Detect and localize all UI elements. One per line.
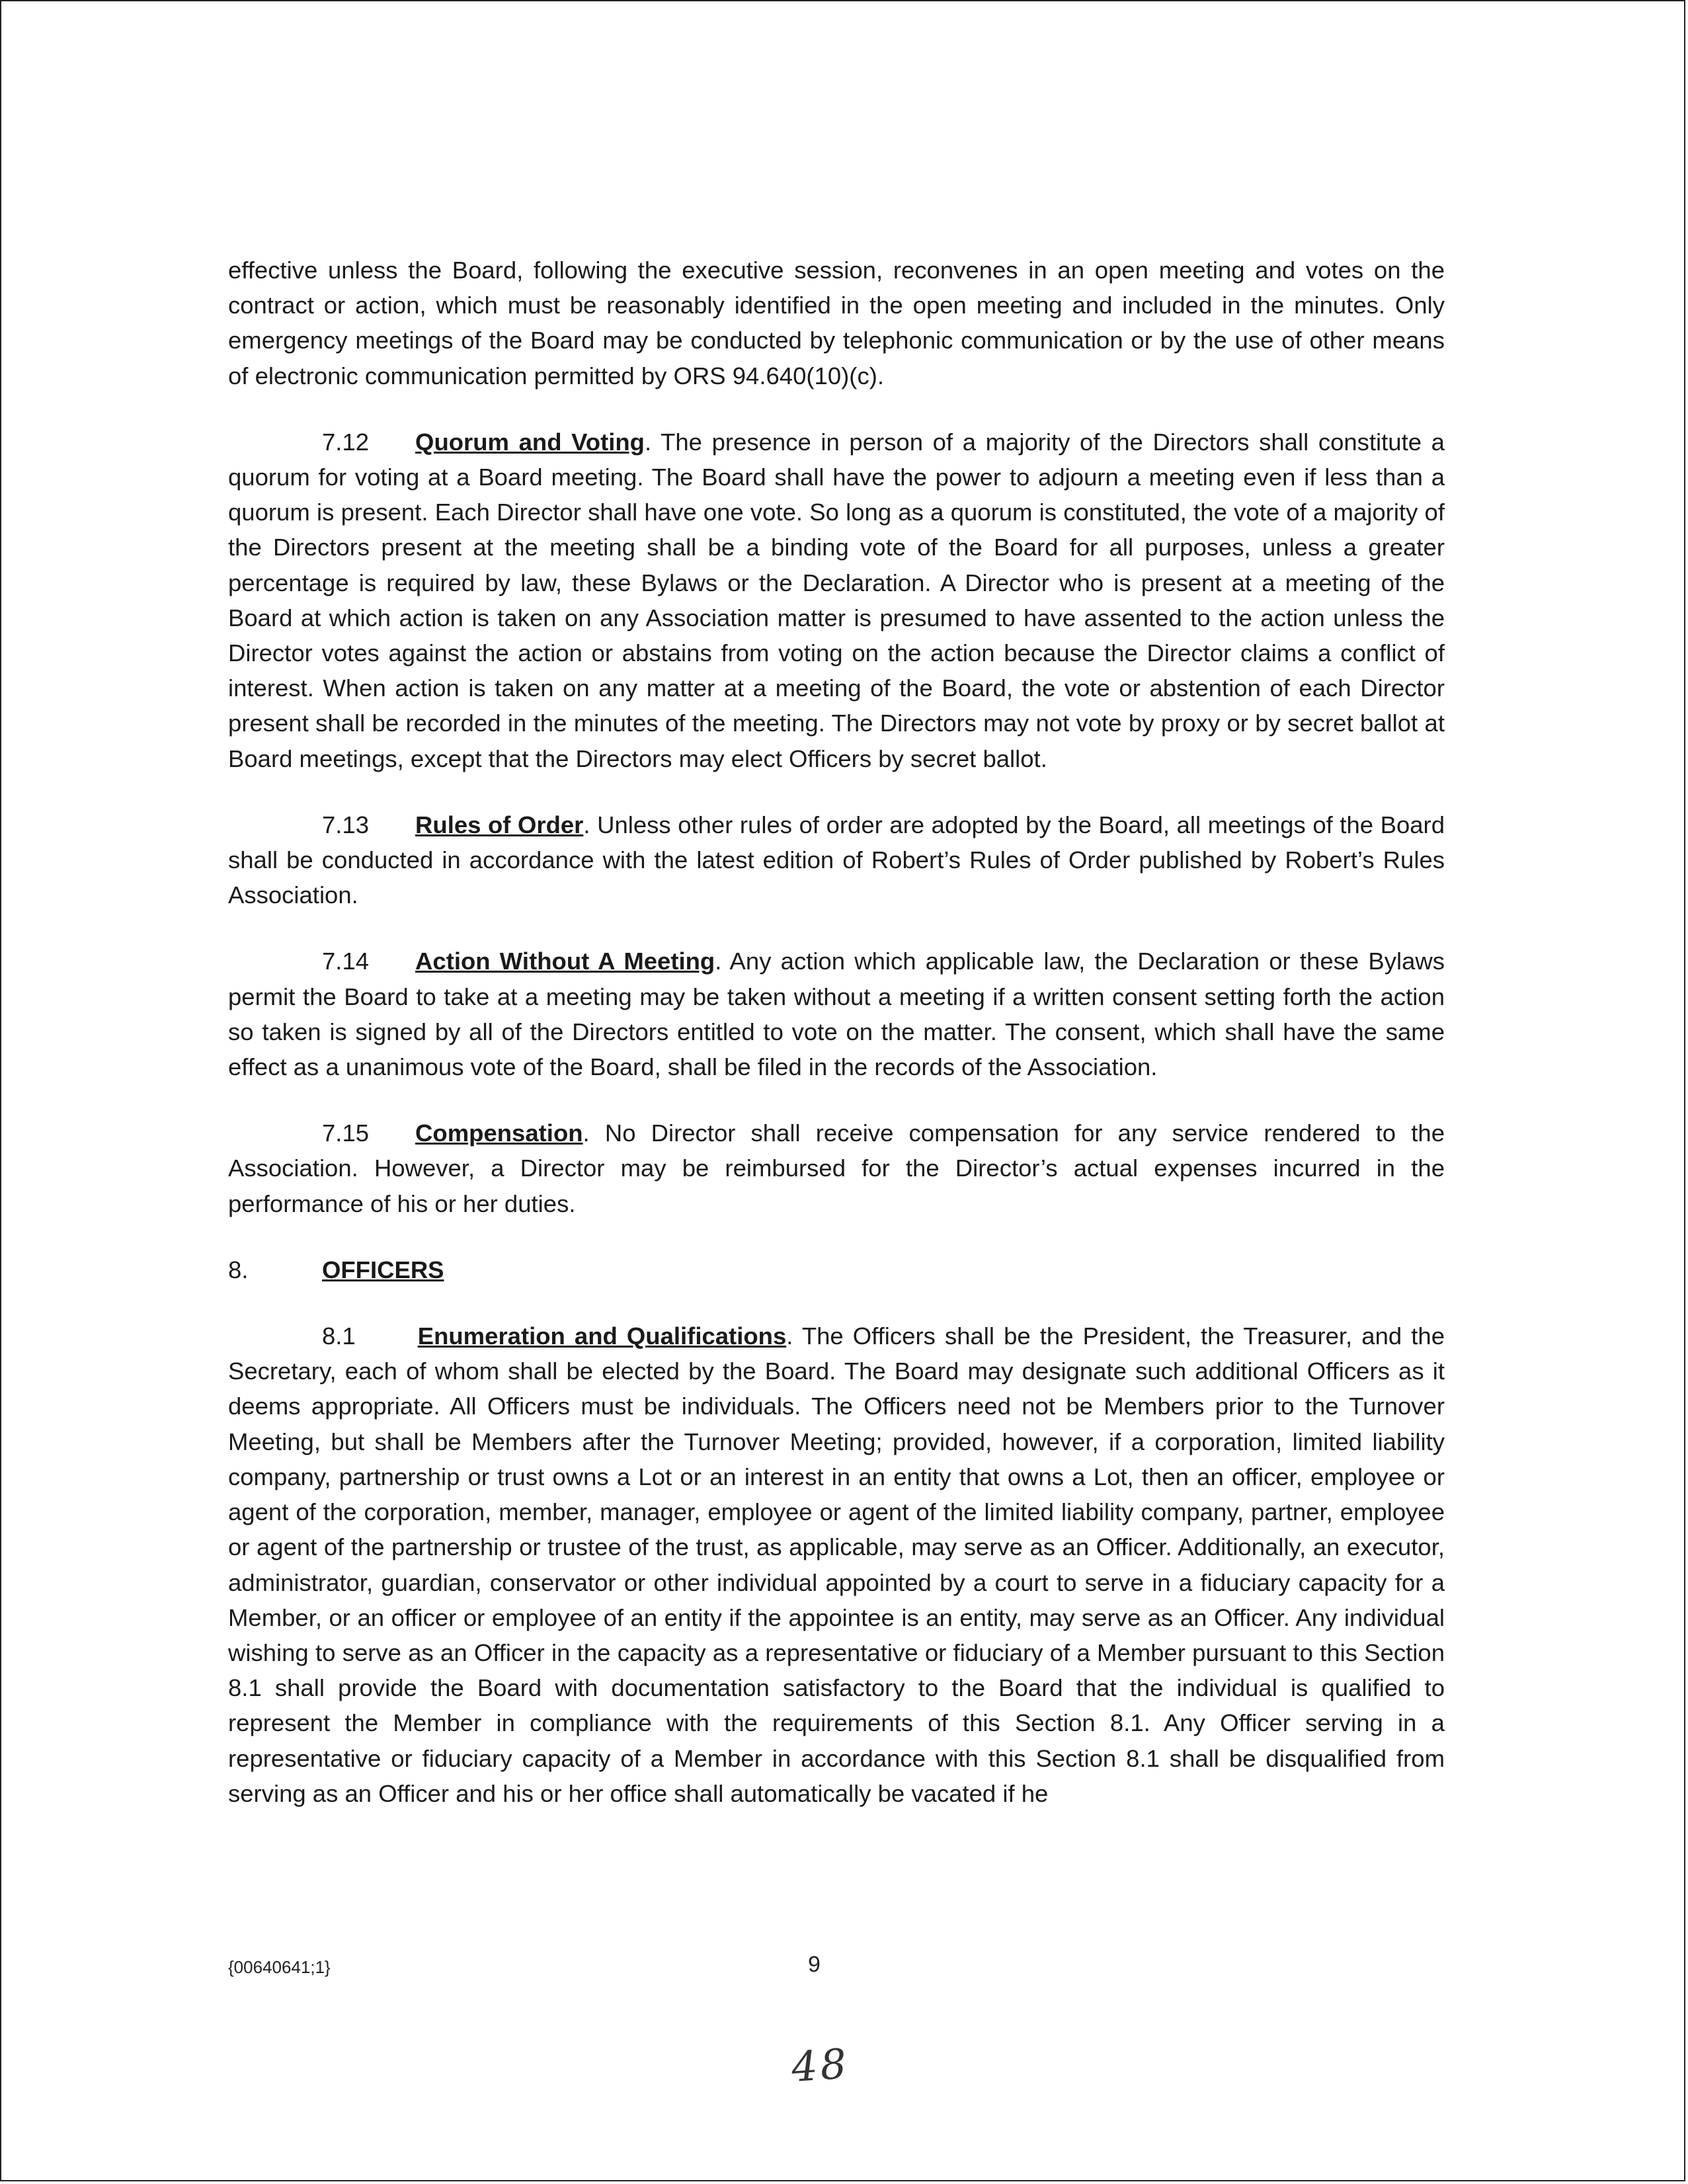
section-7-15 [228, 1115, 1445, 1221]
section-heading: Enumeration and Qualifications [417, 1322, 787, 1350]
section-heading: Compensation [415, 1119, 583, 1147]
document-id: {00640641;1} [228, 1957, 331, 1977]
section-heading: Quorum and Voting [415, 428, 645, 456]
section-text: . No Director shall receive compensation for any service rendered to the Association. However, a Director may be reimbursed for the Director’s actual expenses incurred in the performance of his or her duties. [228, 1119, 1445, 1217]
section-number: 8.1 [322, 1322, 356, 1350]
section-text: . The Officers shall be the President, the Treasurer, and the Secretary, each of whom shall be elected by the Board. The Board may designate such additional Officers as it deems appropriate. All Officers must be individuals. The Officers need not be Members prior to the Turnover Meeting, but shall be Members after the Turnover Meeting; provided, however, if a corporation, limited liability company, partnership or trust owns a Lot or an interest in an entity that owns a Lot, then an officer, employee or agent of the corporation, member, manager, employee or agent of the limited liability company, partner, employee or agent of the partnership or trustee of the trust, as applicable, may serve as an Officer. Additionally, an executor, administrator, guardian, conservator or other individual appointed by a court to serve in a fiduciary capacity for a Member, or an officer or employee of an entity if the appointee is an entity, may serve as an Officer. Any individual wishing to serve as an Officer in the capacity as a representative or fiduciary of a Member pursuant to this Section 8.1 shall provide the Board with documentation satisfactory to the Board that the individual is qualified to represent the Member in compliance with the requirements of this Section 8.1. Any Officer serving in a representative or fiduciary capacity of a Member in accordance with this Section 8.1 shall be disqualified from serving as an Officer and his or her office shall automatically be vacated if he [228, 1322, 1445, 1807]
section-number: 7.12 [322, 428, 370, 456]
section-text: . The presence in person of a majority of the Directors shall constitute a quorum for voting at a Board meeting. The Board shall have the power to adjourn a meeting even if less than a quorum is present. Each Director shall have one vote. So long as a quorum is constituted, the vote of a majority of the Directors present at the meeting shall be a binding vote of the Board for all purposes, unless a greater percentage is required by law, these Bylaws or the Declaration. A Director who is present at a meeting of the Board at which action is taken on any Association matter is presumed to have assented to the action unless the Director votes against the action or abstains from voting on the action because the Director claims a conflict of interest. When action is taken on any matter at a meeting of the Board, the vote or abstention of each Director present shall be recorded in the minutes of the meeting. The Directors may not vote by proxy or by secret ballot at Board meetings, except that the Directors may elect Officers by secret ballot. [228, 428, 1445, 772]
article-title: OFFICERS [322, 1256, 444, 1283]
section-7-13 [228, 807, 1445, 913]
section-text: . Unless other rules of order are adopted by the Board, all meetings of the Board shall be conducted in accordance with the latest edition of Robert’s Rules of Order published by Robert’s Rules Association. [228, 811, 1445, 909]
document-body [228, 253, 1445, 1842]
section-text: . Any action which applicable law, the Declaration or these Bylaws permit the Board to take at a meeting may be taken without a meeting if a written consent setting forth the action so taken is signed by all of the Directors entitled to vote on the matter. The consent, which shall have the same effect as a unanimous vote of the Board, shall be filed in the records of the Association. [228, 948, 1445, 1081]
section-7-12 [228, 425, 1445, 776]
section-heading: Action Without A Meeting [415, 948, 715, 975]
article-number: 8. [228, 1256, 249, 1283]
section-number: 7.15 [322, 1119, 370, 1147]
intro-paragraph: effective unless the Board, following the executive session, reconvenes in an open meeting and votes on the contract or action, which must be reasonably identified in the open meeting and included in the minutes. Only emergency meetings of the Board may be conducted by telephonic communication or by the use of other means of electronic communication permitted by ORS 94.640(10)(c). [228, 257, 1445, 389]
section-8-1 [228, 1318, 1445, 1811]
handwritten-page-number: 48 [789, 2039, 851, 2091]
section-heading: Rules of Order [415, 811, 584, 838]
article-heading [228, 1252, 1445, 1287]
section-7-14 [228, 944, 1445, 1084]
section-number: 7.14 [322, 948, 370, 975]
section-number: 7.13 [322, 811, 370, 838]
page-number: 9 [808, 1952, 821, 1977]
